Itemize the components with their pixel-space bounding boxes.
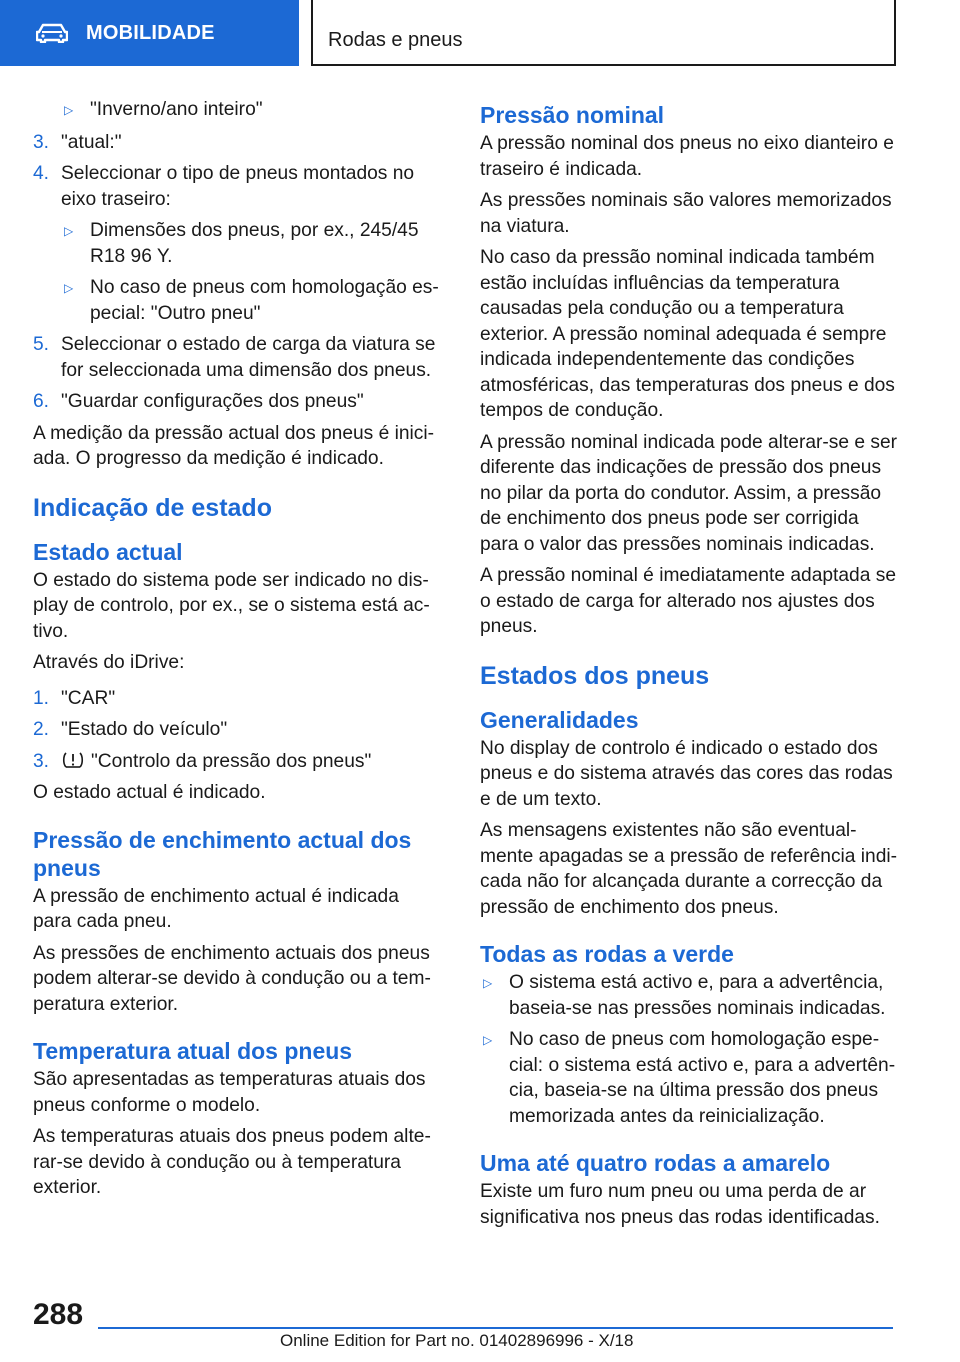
left-column <box>33 97 441 1207</box>
paragraph: No display de controlo é indicado o estado dos pneus e do sistema através das cores das rodas e de um texto. <box>480 737 893 810</box>
paragraph: A pressão nominal é imediatamente adaptada se o estado de carga for alterado nos ajustes dos pneus. <box>480 565 896 637</box>
list-item: ▷ No caso de pneus com homologação especial: o sistema está activo e, para a advertência, baseia-se na última pressão dos pneus memorizada antes da reinicialização. <box>480 1027 898 1129</box>
paragraph: As temperaturas atuais dos pneus podem alterar-se devido à condução ou à temperatura exterior. <box>33 1126 431 1198</box>
paragraph: No caso da pressão nominal indicada também estão incluídas influências da temperatura causadas pela condução ou a temperatura exterior. A pressão nominal adequada é sempre indicada independentemente das condições atmosféricas, das temperaturas dos pneus e dos tempos de condução. <box>480 247 895 421</box>
numbered-step: 1. "CAR" <box>33 687 116 709</box>
numbered-step: 5. Seleccionar o estado de carga da viatura se for seleccionada uma dimensão dos pneus. <box>33 334 436 381</box>
paragraph: A pressão nominal indicada pode alterar-se e ser diferente das indicações de pressão dos pneus no pilar da porta do condutor. Assim, a pressão de enchimento dos pneus pode ser corrigida para o valor das pressões nominais indicadas. <box>480 431 898 555</box>
list-item: ▷ No caso de pneus com homologação especial: "Outro pneu" <box>33 275 441 326</box>
subsection-heading: Estado actual <box>33 538 183 565</box>
subsection-heading: Todas as rodas a verde <box>480 941 734 967</box>
paragraph: As pressões de enchimento actuais dos pneus podem alterar-se devido à condução ou a temperatura exterior. <box>33 942 431 1015</box>
paragraph: A medição da pressão actual dos pneus é iniciada. O progresso da medição é indicado. <box>33 422 435 469</box>
subsection-heading: Uma até quatro rodas a amarelo <box>480 1150 831 1176</box>
section-label: MOBILIDADE <box>86 21 215 44</box>
paragraph: São apresentadas as temperaturas atuais dos pneus conforme o modelo. <box>33 1069 426 1116</box>
list-item: ▷ O sistema está activo e, para a advertência, baseia-se nas pressões nominais indicadas. <box>480 970 898 1021</box>
numbered-step: 2. "Estado do veículo" <box>33 719 228 740</box>
section-heading: Estados dos pneus <box>480 661 710 690</box>
page-number: 288 <box>33 1298 84 1331</box>
chapter-header <box>311 0 896 66</box>
paragraph: As mensagens existentes não são eventualmente apagadas se a pressão de referência indicada não for alcançada durante a correcção da pressão de enchimento dos pneus. <box>480 820 898 918</box>
section-heading: Indicação de estado <box>33 493 272 522</box>
paragraph: Existe um furo num pneu ou uma perda de ar significativa nos pneus das rodas identificadas. <box>480 1181 880 1228</box>
paragraph: As pressões nominais são valores memorizados na viatura. <box>480 190 892 237</box>
edition-text: Online Edition for Part no. 01402896996 - X/18 <box>280 1331 634 1350</box>
triangle-bullet-icon: ▷ <box>483 976 493 990</box>
numbered-step: 3. "Controlo da pressão dos pneus" <box>33 750 372 772</box>
triangle-bullet-icon: ▷ <box>64 281 74 295</box>
triangle-bullet-icon: ▷ <box>64 224 74 238</box>
triangle-bullet-icon: ▷ <box>64 103 74 117</box>
subsection-heading: Temperatura atual dos pneus <box>33 1038 353 1064</box>
paragraph: A pressão nominal dos pneus no eixo dianteiro e traseiro é indicada. <box>480 133 894 180</box>
paragraph: Através do iDrive: <box>33 652 185 673</box>
paragraph: O estado actual é indicado. <box>33 782 266 803</box>
triangle-bullet-icon: ▷ <box>483 1033 493 1047</box>
numbered-step: 3. "atual:" <box>33 131 122 153</box>
list-item: ▷ "Inverno/ano inteiro" <box>33 97 441 124</box>
tire-pressure-warning-icon <box>61 750 85 770</box>
numbered-step: 4. Seleccionar o tipo de pneus montados no eixo traseiro: <box>33 163 415 210</box>
subsection-heading: Pressão de enchimento actual dos pneus <box>33 826 412 881</box>
subsection-heading: Pressão nominal <box>480 102 665 128</box>
right-column <box>480 97 898 1236</box>
section-tab <box>0 0 299 66</box>
footer-rule <box>98 1327 893 1329</box>
paragraph: A pressão de enchimento actual é indicada para cada pneu. <box>33 885 399 932</box>
subsection-heading: Generalidades <box>480 706 639 733</box>
paragraph: O estado do sistema pode ser indicado no display de controlo, por ex., se o sistema está activo. <box>33 569 430 642</box>
chapter-title: Rodas e pneus <box>328 29 463 51</box>
list-item: ▷ Dimensões dos pneus, por ex., 245/45 R18 96 Y. <box>33 218 441 269</box>
numbered-step: 6. "Guardar configurações dos pneus" <box>33 391 364 412</box>
car-icon <box>36 23 68 43</box>
